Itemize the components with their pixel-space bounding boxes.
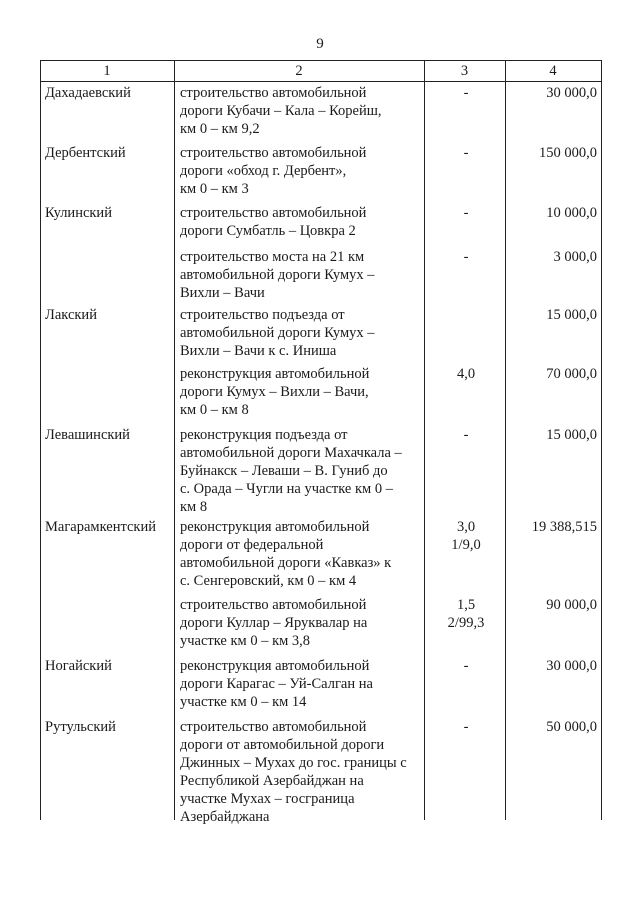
amount-cell: 15 000,0 [546,427,597,443]
amount-cell: 3 000,0 [553,249,597,265]
length-cell: - [463,85,469,101]
table-border-left [40,60,41,820]
work-cell: реконструкция автомобильной дороги Кумух – Вихли – Вачи, км 0 – км 8 [180,366,370,418]
work-cell: строительство автомобильной дороги «обход г. Дербент», км 0 – км 3 [180,145,367,197]
length-cell: - [463,658,469,674]
amount-cell: 150 000,0 [539,145,597,161]
table-column-divider [424,60,425,820]
table-border-top [40,60,602,61]
district-cell: Магарамкентский [45,519,156,535]
length-cell: - [463,249,469,265]
column-header: 2 [295,63,303,79]
column-header: 4 [549,63,557,79]
length-cell: 1,5 2/99,3 [447,597,485,631]
district-cell: Кулинский [45,205,112,221]
length-cell: - [463,427,469,443]
column-header: 3 [460,63,469,79]
amount-cell: 70 000,0 [546,366,597,382]
table-header-divider [40,81,602,82]
district-cell: Дахадаевский [45,85,131,101]
work-cell: реконструкция автомобильной дороги Карагас – Уй-Салган на участке км 0 – км 14 [180,658,373,710]
district-cell: Ногайский [45,658,112,674]
length-cell: - [463,145,469,161]
work-cell: реконструкция подъезда от автомобильной дороги Махачкала – Буйнакск – Леваши – В. Гуниб до с. Орада – Чугли на участке км 0 – км 8 [180,427,402,515]
district-cell: Дербентский [45,145,126,161]
column-header: 1 [103,63,111,79]
amount-cell: 10 000,0 [546,205,597,221]
district-cell: Левашинский [45,427,130,443]
amount-cell: 19 388,515 [531,519,597,535]
work-cell: строительство автомобильной дороги от автомобильной дороги Джинных – Мухах до гос. границы с Республикой Азербайджан на участке Мухах – госграница Азербайджана [180,719,407,825]
table-column-divider [174,60,175,820]
district-cell: Лакский [45,307,97,323]
length-cell: - [463,205,469,221]
length-cell: 3,0 1/9,0 [451,519,481,553]
work-cell: строительство подъезда от автомобильной дороги Кумух – Вихли – Вачи к с. Иниша [180,307,375,359]
district-cell: Рутульский [45,719,116,735]
work-cell: строительство автомобильной дороги Сумбатль – Цовкра 2 [180,205,367,239]
amount-cell: 30 000,0 [546,658,597,674]
table-column-divider [505,60,506,820]
work-cell: строительство автомобильной дороги Кубачи – Кала – Корейш, км 0 – км 9,2 [180,85,382,137]
amount-cell: 90 000,0 [546,597,597,613]
length-cell: 4,0 [456,366,476,382]
length-cell: - [463,719,469,735]
work-cell: строительство моста на 21 км автомобильной дороги Кумух – Вихли – Вачи [180,249,375,301]
amount-cell: 15 000,0 [546,307,597,323]
amount-cell: 30 000,0 [546,85,597,101]
work-cell: реконструкция автомобильной дороги от федеральной автомобильной дороги «Кавказ» к с. Сенгеровский, км 0 – км 4 [180,519,392,589]
work-cell: строительство автомобильной дороги Куллар – Яруквалар на участке км 0 – км 3,8 [180,597,368,649]
table-border-right [601,60,602,820]
page-number: 9 [316,36,324,52]
amount-cell: 50 000,0 [546,719,597,735]
